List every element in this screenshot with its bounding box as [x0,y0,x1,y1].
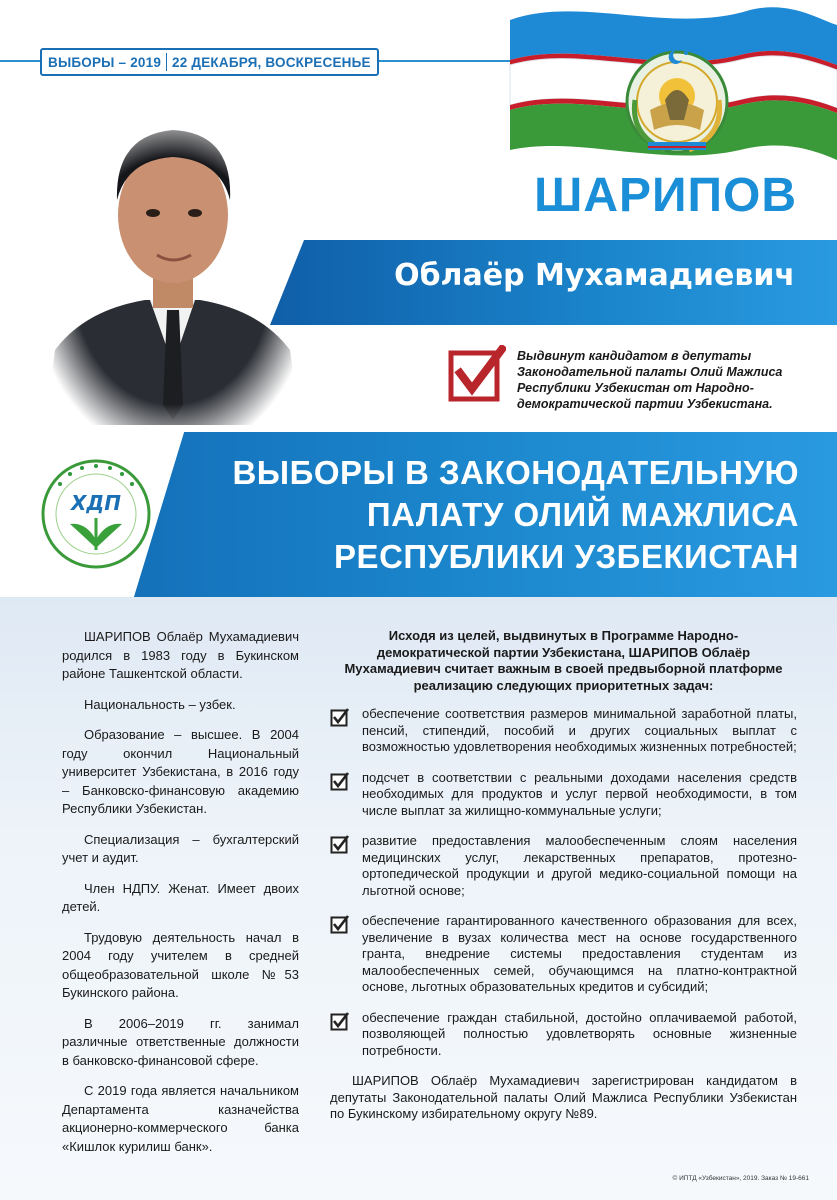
checkbox-checked-icon [330,707,350,727]
bio-paragraph: ШАРИПОВ Облаёр Мухамадиевич родился в 1983 году в Букинском районе Ташкентской области. [62,629,299,681]
platform-intro: Исходя из целей, выдвинутых в Программе Народно-демократической партии Узбекистана, ШАРИПОВ Облаёр Мухамадиевич считает важным в своей предвыборной платформе реализацию следующих приоритетных задач: [344,628,783,693]
platform-column [330,628,797,1123]
election-title-line-3: РЕСПУБЛИКИ УЗБЕКИСТАН [334,538,799,575]
badge-election-year: ВЫБОРЫ – 2019 [48,54,162,70]
registration-statement: ШАРИПОВ Облаёр Мухамадиевич зарегистрирован кандидатом в депутаты Законодательной палаты Олий Мажлиса Республики Узбекистан по Букинскому избирательному округу №89. [330,1073,797,1121]
checkbox-checked-icon [330,1011,350,1031]
platform-task [330,706,797,756]
nomination-statement: Выдвинут кандидатом в депутаты Законодательной палаты Олий Мажлиса Республики Узбекистан от Народно-демократической партии Узбекистана. [517,349,783,411]
candidate-portrait [45,105,300,425]
platform-task [330,913,797,996]
election-date-badge [40,48,379,76]
bio-paragraph: Образование – высшее. В 2004 году окончил Национальный университет Узбекистана, в 2016 году – Банковско-финансовую академию Республики Узбекистан. [62,727,299,816]
platform-task-text: обеспечение гарантированного качественного образования для всех, увеличение в вузах количества мест на основе государственного гранта, внедрение системы предоставления студентам из малообеспеченных семей, обучающимся на платно-контрактной основе, льготных образовательных кредитов и субсидий; [362,913,797,994]
candidate-surname: ШАРИПОВ [534,169,797,222]
checkbox-checked-icon [330,914,350,934]
bio-paragraph: В 2006–2019 гг. занимал различные ответственные должности в банковско-финансовой сфере. [62,1015,299,1068]
platform-task [330,770,797,820]
platform-task [330,1010,797,1060]
bio-paragraph: Специализация – бухгалтерский учет и аудит. [62,831,299,865]
checkbox-checked-icon [330,771,350,791]
bio-paragraph: Трудовую деятельность начал в 2004 году учителем в средней общеобразовательной школе №53 Букинского района. [62,929,299,1000]
biography-column [62,628,299,1168]
platform-task-text: развитие предоставления малообеспеченным слоям населения медицинских услуг, лекарственных препаратов, протезно-ортопедической продукции и другой медико-социальной помощи на льготной основе; [362,833,797,898]
candidate-given-name: Облаёр Мухамадиевич [394,258,795,293]
bio-paragraph: Член НДПУ. Женат. Имеет двоих детей. [62,880,299,914]
checkbox-checked-icon [448,345,506,403]
checkbox-checked-icon [330,834,350,854]
platform-task-text: подсчет в соответствии с реальными доходами населения средств необходимых для продуктов и услуг первой необходимости, в том числе выплат за жилищно-коммунальные услуги; [362,769,797,818]
platform-task-text: обеспечение граждан стабильной, достойно оплачиваемой работой, позволяющей полностью удовлетворять основные жизненные потребности. [362,1009,797,1058]
publisher-imprint: © ИПТД «Узбекистан», 2019. Заказ № 19-661 [672,1175,809,1182]
badge-election-date: 22 ДЕКАБРЯ, ВОСКРЕСЕНЬЕ [172,54,371,70]
badge-divider [166,53,167,71]
party-logo-icon [40,458,152,570]
bio-paragraph: Национальность – узбек. [84,696,236,712]
party-logo-abbr: ХДП [71,491,121,515]
election-title-line-1: ВЫБОРЫ В ЗАКОНОДАТЕЛЬНУЮ [232,454,799,491]
election-title [199,452,799,578]
state-emblem-icon [620,40,735,160]
election-title-line-2: ПАЛАТУ ОЛИЙ МАЖЛИСА [366,496,799,533]
platform-task [330,833,797,899]
bio-paragraph: С 2019 года является начальником Департамента казначейства акционерно-коммерческого банка «Кишлок курилиш банк». [62,1083,299,1154]
platform-task-text: обеспечение соответствия размеров минимальной заработной платы, пенсий, стипендий, пособий и других социальных выплат с возможностью удовлетворения необходимых жизненных потребностей; [362,706,797,754]
